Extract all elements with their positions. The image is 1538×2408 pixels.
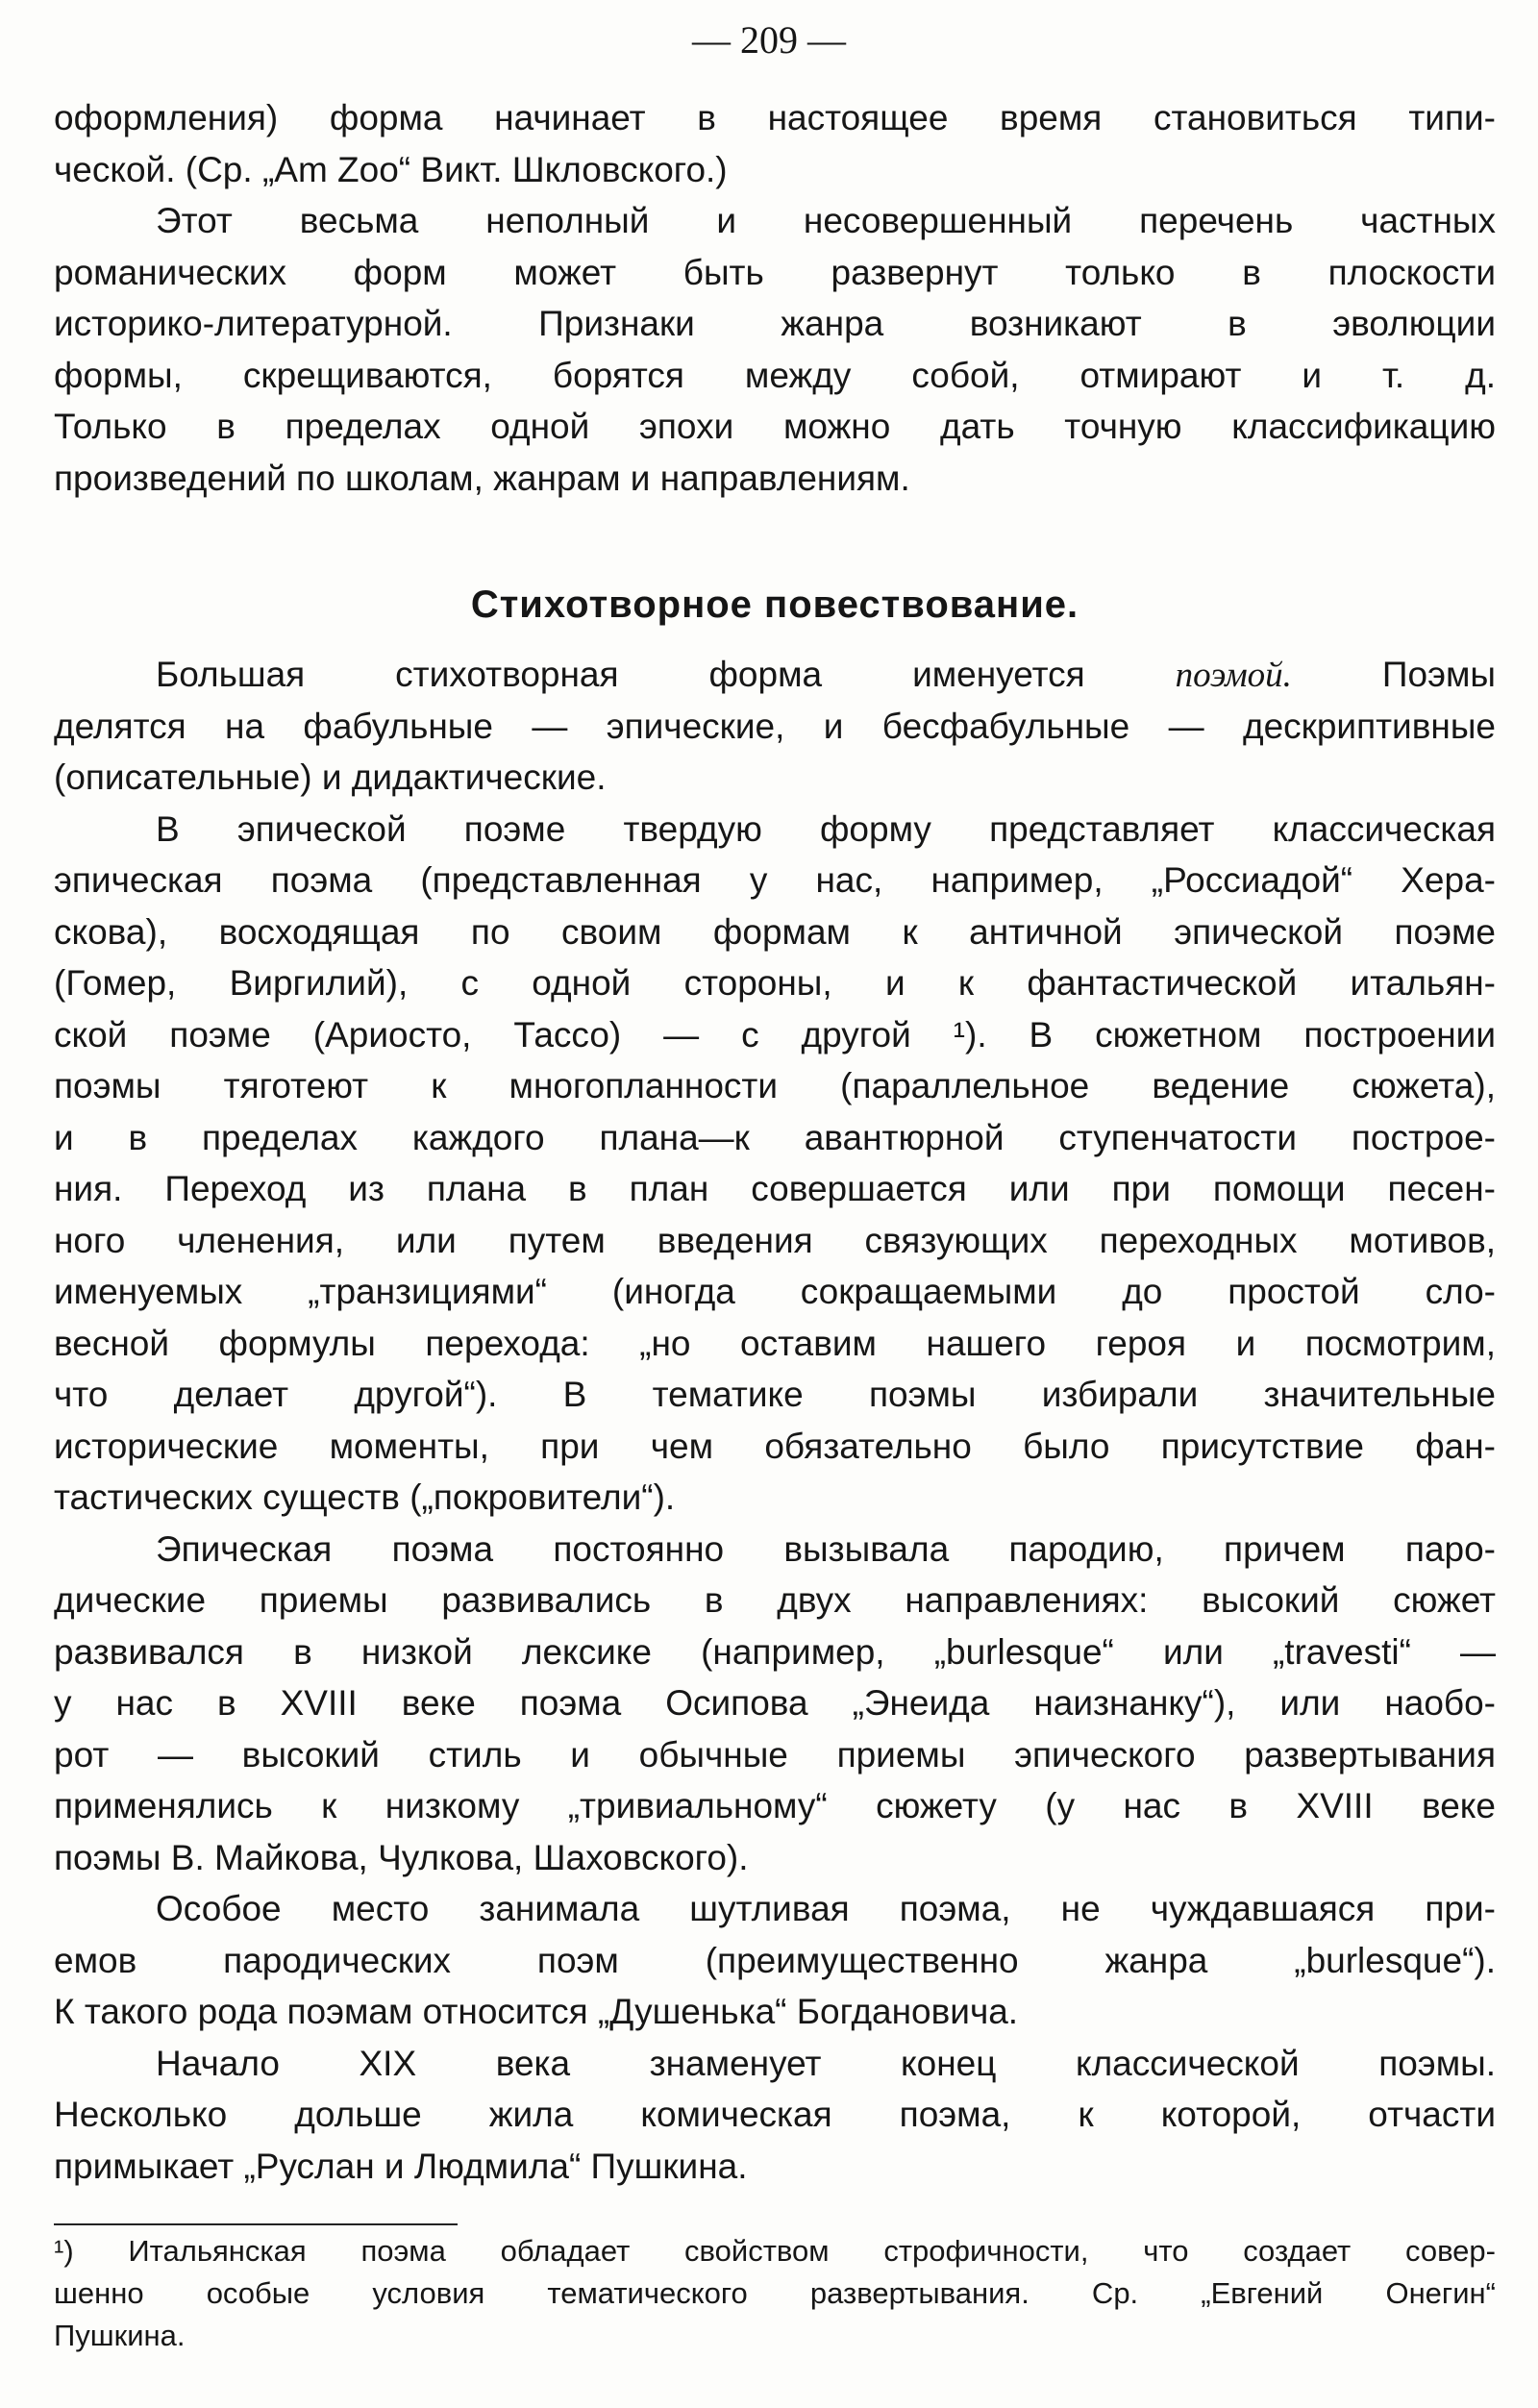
text-line: поэмы тяготеют к многопланности (параллельное ведение сюжета),	[54, 1066, 1496, 1105]
text-line: и в пределах каждого плана—к авантюрной ступенчатости построе-	[54, 1117, 1496, 1157]
text-line: применялись к низкому „тривиальному“ сюжету (у нас в XVIII веке	[54, 1786, 1496, 1825]
text-line: ской поэме (Ариосто, Тассо) — с другой ¹). В сюжетном построении	[54, 1014, 1496, 1055]
text-line: поэмы В. Майкова, Чулкова, Шаховского).	[54, 1837, 749, 1877]
body-text	[54, 92, 1496, 2192]
text-line: (Гомер, Виргилий), с одной стороны, и к фантастической итальян-	[54, 963, 1496, 1003]
text-line: эпическая поэма (представленная у нас, например, „Россиадой“ Хера-	[54, 860, 1496, 900]
paragraph-start-line: Этот весьма неполный и несовершенный перечень частных	[156, 201, 1496, 240]
page-number: — 209 —	[692, 18, 846, 62]
footnote-divider	[54, 2223, 458, 2225]
text-line: К такого рода поэмам относится „Душенька“ Богдановича.	[54, 1992, 1019, 2031]
text-line: романических форм может быть развернут только в плоскости	[54, 252, 1496, 292]
paragraph-start-line: Начало XIX века знаменует конец классической поэмы.	[156, 2043, 1496, 2083]
footnote-line: шенно особые условия тематического развертывания. Ср. „Евгений Онегин“	[54, 2276, 1496, 2310]
text-line: формы, скрещиваются, борятся между собой, отмирают и т. д.	[54, 355, 1496, 395]
text-fragment: Большая стихотворная форма именуется	[156, 655, 1085, 694]
text-line: ного членения, или путем введения связующих переходных мотивов,	[54, 1220, 1496, 1260]
text-line: Только в пределах одной эпохи можно дать точную классификацию	[54, 407, 1496, 446]
text-line: тастических существ („покровители“).	[54, 1477, 676, 1517]
text-line: произведений по школам, жанрам и направлениям.	[54, 458, 910, 498]
italic-term: поэмой.	[1175, 656, 1292, 695]
paragraph-start-line: Особое место занимала шутливая поэма, не чуждавшаяся при-	[156, 1889, 1496, 1928]
paragraph-start-line: В эпической поэме твердую форму представляет классическая	[156, 808, 1496, 849]
text-line: историко-литературной. Признаки жанра возникают в эволюции	[54, 304, 1496, 343]
footnote-line: Пушкина.	[54, 2319, 186, 2352]
text-line: ческой. (Ср. „Am Zoo“ Викт. Шкловского.)	[54, 149, 728, 189]
text-line: развивался в низкой лексике (например, „burlesque“ или „travesti“ —	[54, 1631, 1496, 1672]
footnote	[54, 2230, 1496, 2357]
text-line: рот — высокий стиль и обычные приемы эпического развертывания	[54, 1734, 1496, 1775]
text-line: весной формулы перехода: „но оставим нашего героя и посмотрим,	[54, 1323, 1496, 1363]
text-line: (описательные) и дидактические.	[54, 757, 607, 797]
paragraph-start-line	[54, 649, 1496, 701]
text-fragment: Поэмы	[1381, 655, 1496, 694]
text-line: что делает другой“). В тематике поэмы избирали значительные	[54, 1375, 1496, 1414]
text-line: примыкает „Руслан и Людмила“ Пушкина.	[54, 2146, 748, 2186]
text-line: именуемых „транзициями“ (иногда сокращаемыми до простой сло-	[54, 1272, 1496, 1311]
text-line: емов пародических поэм (преимущественно жанра „burlesque“).	[54, 1940, 1496, 1980]
paragraph-start-line: Эпическая поэма постоянно вызывала пародию, причем паро-	[156, 1528, 1496, 1569]
text-line: оформления) форма начинает в настоящее время становиться типи-	[54, 98, 1496, 137]
section-heading: Стихотворное повествование.	[470, 583, 1079, 626]
text-line: Несколько дольше жила комическая поэма, к которой, отчасти	[54, 2095, 1496, 2134]
text-line: ния. Переход из плана в план совершается или при помощи песен-	[54, 1169, 1496, 1208]
text-line: делятся на фабульные — эпические, и бесфабульные — дескриптивные	[54, 706, 1496, 746]
text-line: скова), восходящая по своим формам к античной эпической поэме	[54, 911, 1496, 952]
text-line: дические приемы развивались в двух направлениях: высокий сюжет	[54, 1580, 1496, 1620]
footnote-line: ¹) Итальянская поэма обладает свойством строфичности, что создает совер-	[54, 2234, 1496, 2268]
text-line: у нас в XVIII веке поэма Осипова „Энеида наизнанку“), или наобо-	[54, 1683, 1496, 1723]
text-line: исторические моменты, при чем обязательно было присутствие фан-	[54, 1426, 1496, 1466]
